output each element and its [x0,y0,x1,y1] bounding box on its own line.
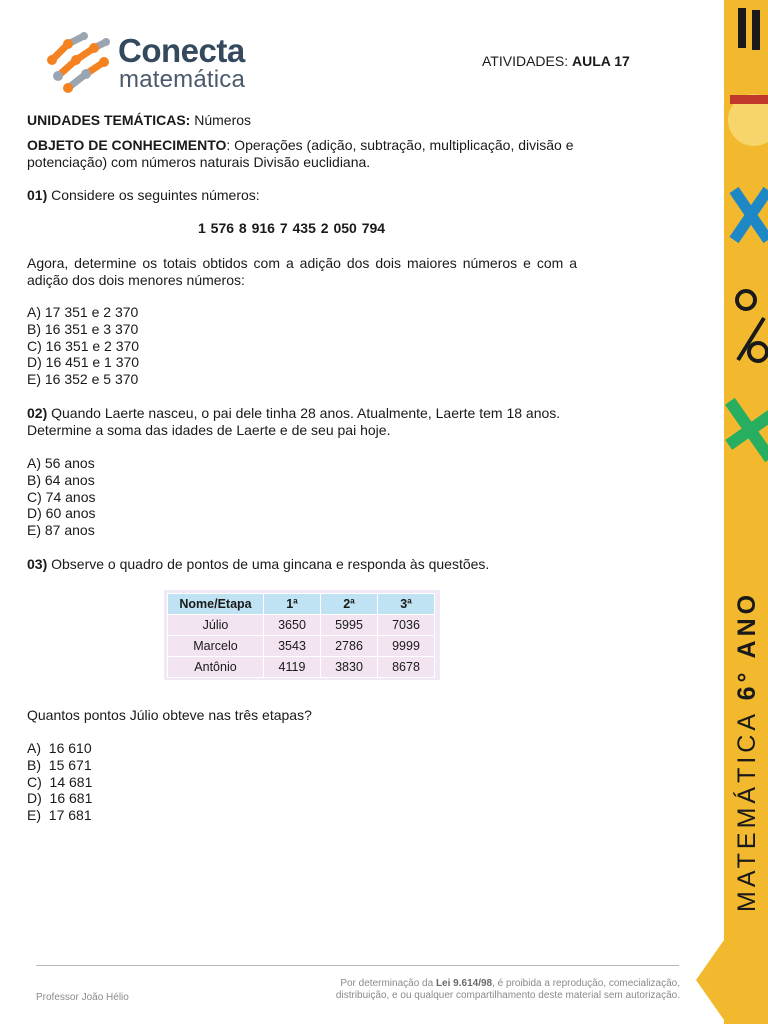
option[interactable]: E) 17 681 [27,807,92,824]
option[interactable]: A) 16 610 [27,740,92,756]
table-cell: 7036 [378,615,435,636]
question-3 [27,556,577,573]
question-2-text: Quando Laerte nasceu, o pai dele tinha 28 anos. Atualmente, Laerte tem 18 anos. Determine a soma das idades de Laerte e de seu pai hoje. [27,405,561,438]
unidades-value: Números [194,112,252,128]
score-table [167,593,435,678]
question-3-text: Observe o quadro de pontos de uma gincana e responda às questões. [51,556,490,572]
table-header-row [168,594,435,615]
footer-professor: Professor João Hélio [36,992,129,1003]
logo [44,30,274,96]
score-table-frame [164,590,440,680]
table-cell: Antônio [168,657,264,678]
legal-post: , é proibida a reprodução, comecialização, [492,978,680,989]
option[interactable]: E) 87 anos [27,522,95,539]
logo-title: Conecta [118,32,245,69]
question-1-options [27,304,139,388]
sidebar-tab [696,940,724,1020]
option[interactable]: C) 14 681 [27,773,93,790]
activity-lesson: AULA 17 [571,53,630,69]
table-header: Nome/Etapa [168,594,264,615]
option[interactable]: A) 56 anos [27,455,95,471]
objeto-value: : Operações (adição, subtração, multiplicação, divisão e potenciação) com números naturais Divisão euclidiana. [27,137,574,170]
legal-law: Lei 9.614/98 [435,978,493,989]
objeto-conhecimento [27,137,577,171]
question-2 [27,405,577,439]
option[interactable]: C) 16 351 e 2 370 [27,337,140,354]
question-1-number: 01) [27,187,48,203]
option[interactable]: D) 16 681 [27,790,93,807]
question-2-options [27,455,95,539]
table-header: 1ª [264,594,321,615]
option[interactable]: D) 16 451 e 1 370 [27,354,140,371]
sidebar-grade: 6° ANO [733,590,761,701]
question-1 [27,187,577,204]
unidades-tematicas [27,112,577,129]
question-1-prompt: Agora, determine os totais obtidos com a adição dos dois maiores números e com a adição dos dois menores números: [27,255,577,288]
unidades-label: UNIDADES TEMÁTICAS: [27,112,191,128]
sidebar-subject-label [733,591,762,912]
question-3-question: Quantos pontos Júlio obteve nas três etapas? [27,707,312,723]
logo-mark-icon [44,30,114,96]
footer-legal [260,978,680,1002]
table-cell: Júlio [168,615,264,636]
option[interactable]: D) 60 anos [27,505,96,522]
table-row [168,615,435,636]
activity-label [482,53,630,69]
activity-prefix: ATIVIDADES: [482,53,569,69]
table-row [168,636,435,657]
table-cell: 3543 [264,636,321,657]
sidebar-subject: MATEMÁTICA [733,711,761,912]
legal-line2: distribuição, e ou qualquer compartilhamento deste material sem autorização. [335,990,680,1001]
question-3-number: 03) [27,556,48,572]
objeto-label: OBJETO DE CONHECIMENTO [27,137,227,153]
option[interactable]: B) 15 671 [27,756,92,773]
table-cell: 8678 [378,657,435,678]
table-cell: 5995 [321,615,378,636]
table-cell: 4119 [264,657,321,678]
logo-subtitle: matemática [119,66,246,93]
option[interactable]: E) 16 352 e 5 370 [27,371,139,388]
table-header: 3ª [378,594,435,615]
question-3-options [27,740,92,824]
table-cell: 3830 [321,657,378,678]
question-1-text: Considere os seguintes números: [51,187,260,203]
table-cell: 9999 [378,636,435,657]
footer-divider [36,965,679,966]
question-2-number: 02) [27,405,48,421]
table-header: 2ª [321,594,378,615]
legal-pre: Por determinação da [340,978,434,989]
option[interactable]: B) 64 anos [27,471,95,488]
math-symbols-icon [724,0,768,520]
table-cell: 3650 [264,615,321,636]
table-cell: Marcelo [168,636,264,657]
option[interactable]: C) 74 anos [27,488,96,505]
question-1-numbers: 1 576 8 916 7 435 2 050 794 [198,220,386,236]
option[interactable]: B) 16 351 e 3 370 [27,320,139,337]
table-cell: 2786 [321,636,378,657]
table-row [168,657,435,678]
option[interactable]: A) 17 351 e 2 370 [27,304,139,320]
